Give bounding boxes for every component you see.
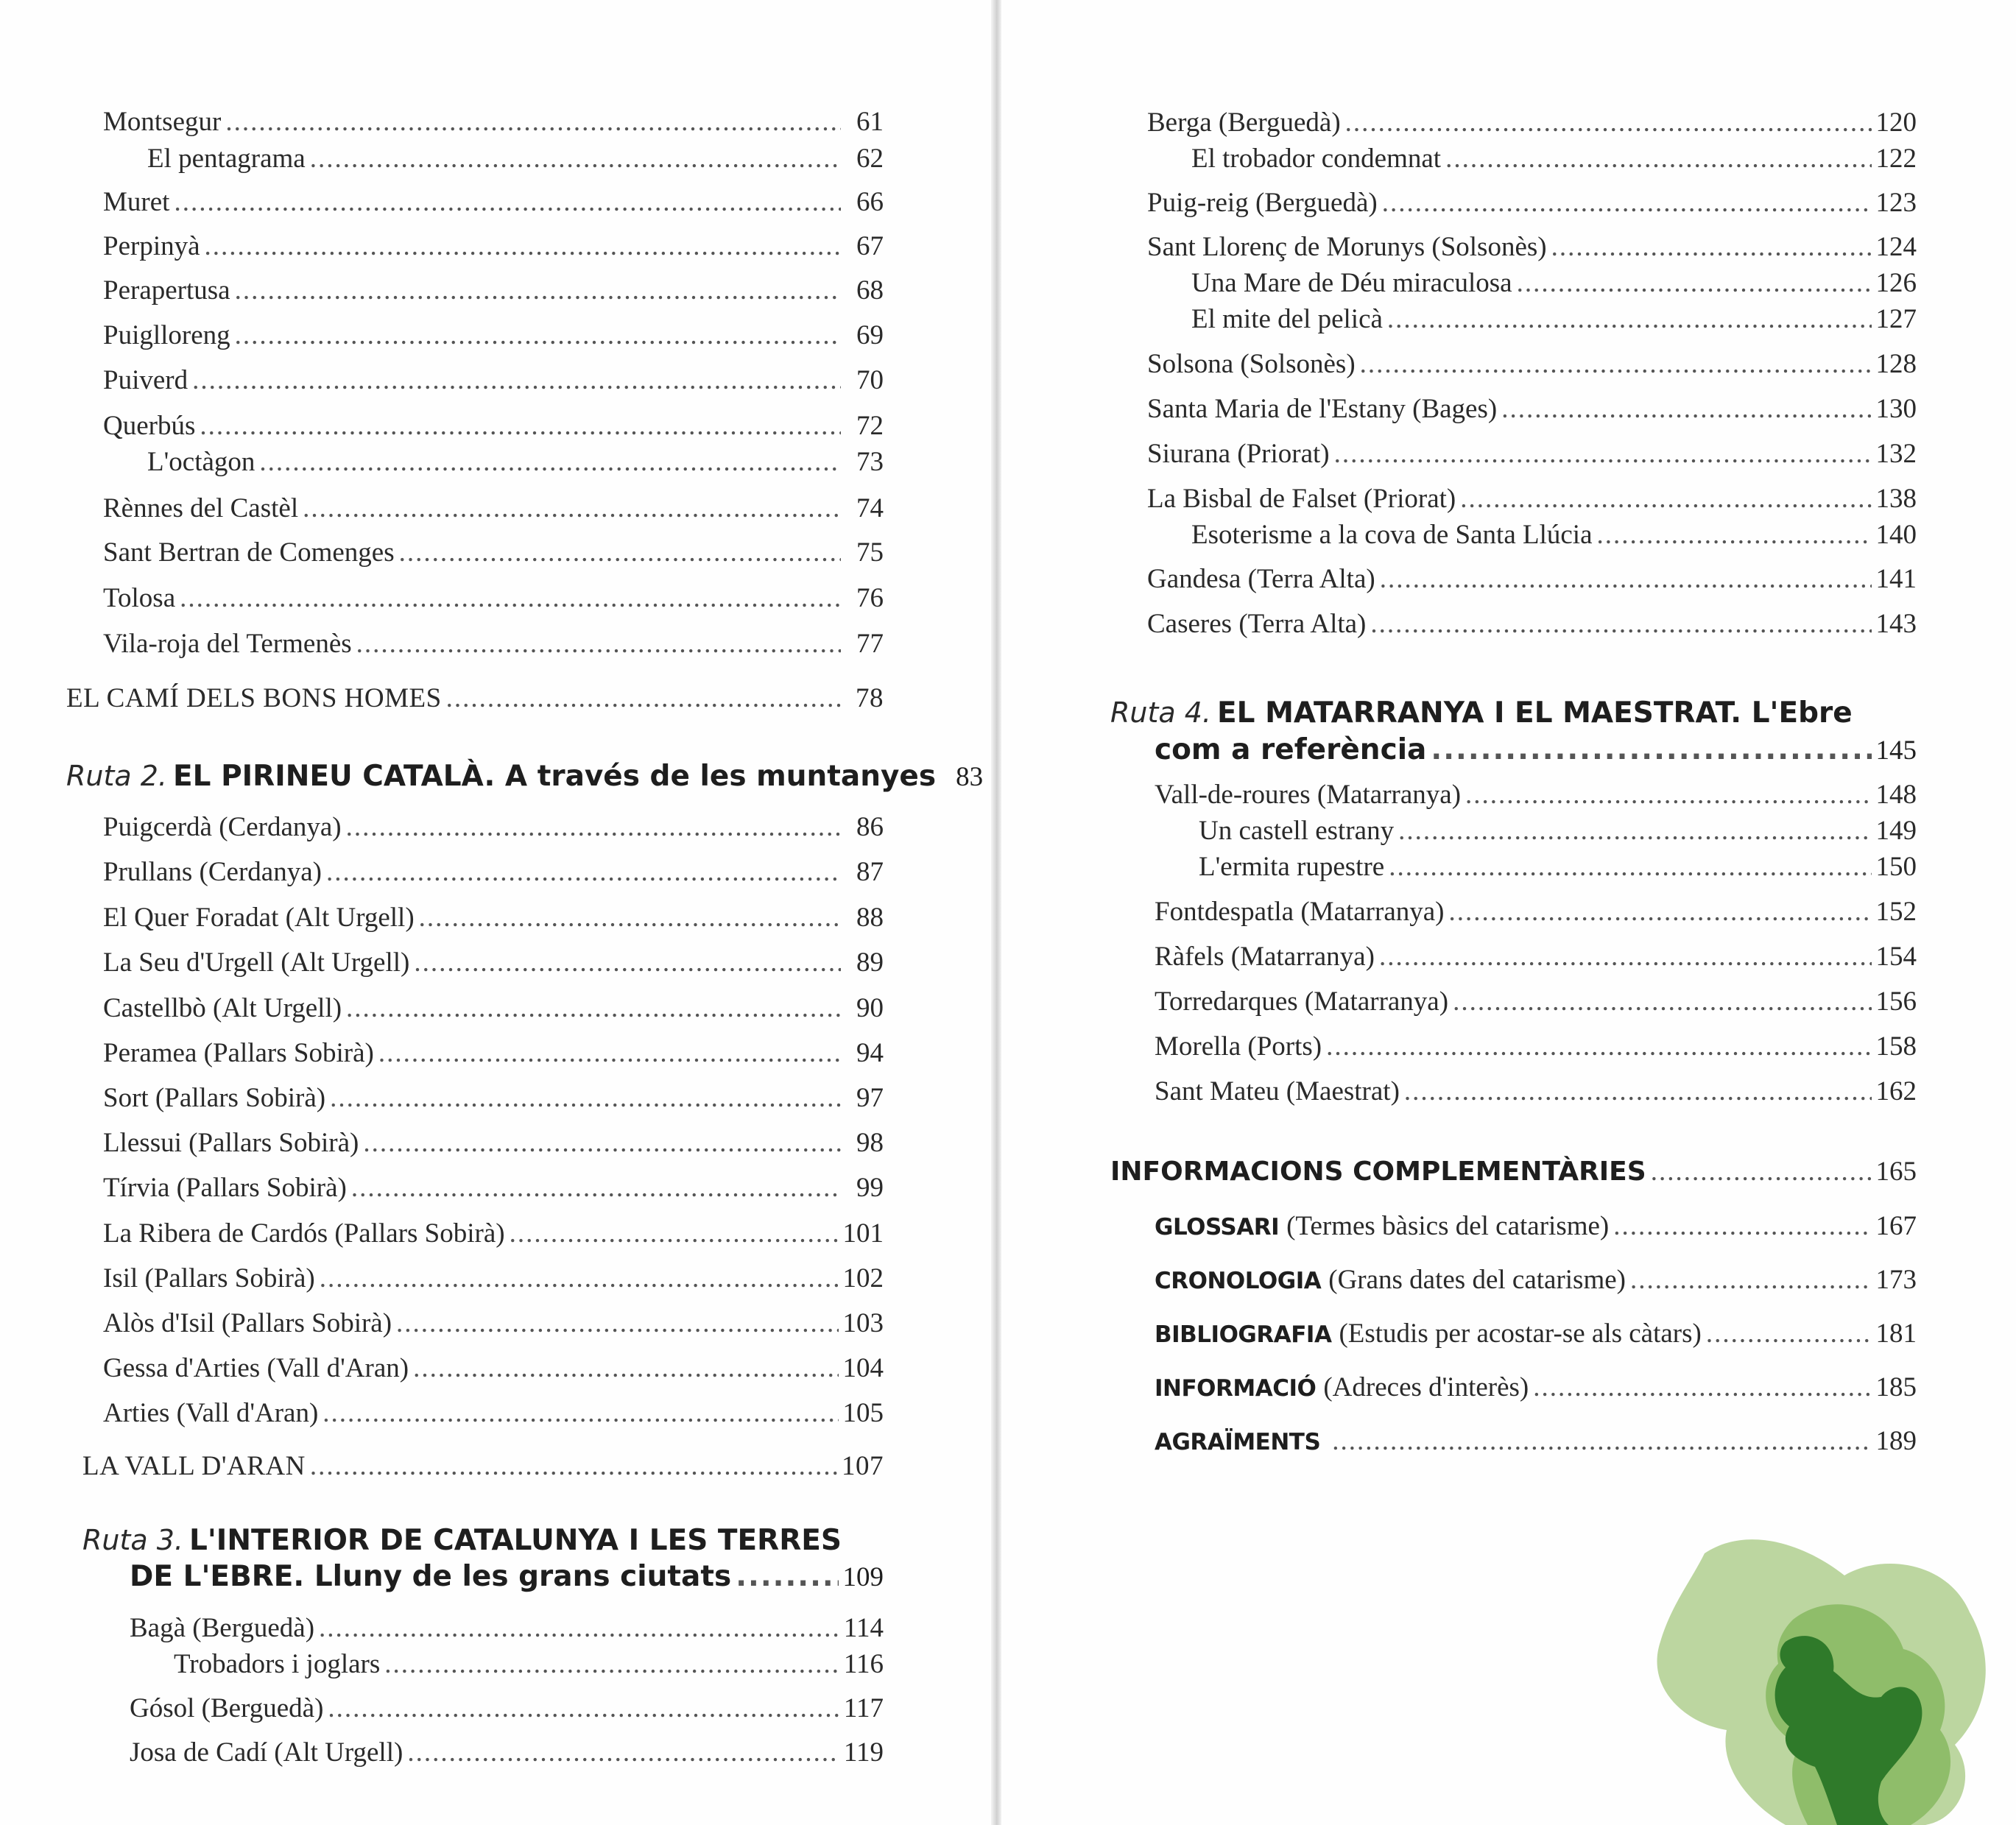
toc-entry[interactable] — [1110, 186, 1917, 221]
dot-leader — [1533, 1370, 1871, 1405]
toc-section-entry[interactable] — [66, 681, 884, 716]
toc-entry-title: Tírvia (Pallars Sobirà) — [103, 1173, 347, 1203]
toc-entry-page: 90 — [856, 993, 884, 1023]
toc-entry-page: 98 — [856, 1128, 884, 1158]
toc-entry-title: Gósol (Berguedà) — [130, 1693, 324, 1723]
dot-leader — [1345, 105, 1872, 141]
toc-entry-page: 126 — [1875, 268, 1917, 298]
info-entry-key: AGRAÏMENTS — [1155, 1429, 1321, 1455]
dot-leader — [1404, 1074, 1872, 1109]
dot-leader — [351, 1171, 841, 1206]
route-heading-cont[interactable] — [66, 1559, 884, 1595]
toc-entry-title: El pentagrama — [147, 144, 306, 174]
route-title-line2: com a referència — [1155, 733, 1427, 766]
toc-entry-page: 68 — [856, 275, 884, 306]
info-entry-page: 189 — [1875, 1426, 1917, 1456]
toc-entry-page: 116 — [843, 1649, 884, 1679]
toc-entry-page: 124 — [1875, 232, 1917, 262]
dot-leader — [736, 1559, 838, 1595]
toc-entry[interactable] — [66, 1261, 884, 1296]
toc-entry-page: 138 — [1875, 484, 1917, 514]
toc-entry[interactable] — [1110, 266, 1917, 301]
toc-entry-title: Siurana (Priorat) — [1147, 439, 1330, 469]
toc-entry[interactable] — [66, 1735, 884, 1771]
route-prefix: Ruta 3. — [82, 1524, 184, 1556]
dot-leader — [192, 363, 841, 398]
toc-entry-page: 70 — [856, 365, 884, 395]
toc-entry-page: 154 — [1875, 942, 1917, 972]
toc-entry-title: L'octàgon — [147, 447, 255, 477]
route-title-line1: L'INTERIOR DE CATALUNYA I LES TERRES — [189, 1524, 842, 1557]
toc-entry-title: Torredarques (Matarranya) — [1155, 986, 1449, 1017]
toc-entry[interactable] — [66, 581, 884, 616]
dot-leader — [1449, 894, 1872, 930]
toc-entry-page: 117 — [843, 1693, 884, 1723]
dot-leader — [1431, 733, 1871, 768]
toc-entry-page: 78 — [856, 683, 884, 713]
dot-leader — [310, 1449, 837, 1484]
toc-entry-page: 62 — [856, 144, 884, 174]
toc-entry[interactable] — [66, 229, 884, 264]
toc-entry[interactable] — [66, 1691, 884, 1726]
route-prefix: Ruta 4. — [1110, 696, 1212, 729]
toc-entry-title: Puig-reig (Berguedà) — [1147, 188, 1378, 218]
toc-entry[interactable] — [1110, 894, 1917, 930]
toc-entry[interactable] — [1110, 607, 1917, 642]
toc-entry[interactable] — [1110, 1029, 1917, 1065]
toc-entry-page: 156 — [1875, 986, 1917, 1017]
dot-leader — [319, 1611, 839, 1646]
dot-leader — [414, 945, 841, 981]
toc-entry-title: Perpinyà — [103, 231, 200, 261]
toc-entry-title: El Quer Foradat (Alt Urgell) — [103, 903, 415, 933]
toc-entry-title: Gandesa (Terra Alta) — [1147, 564, 1375, 594]
toc-entry-page: 76 — [856, 583, 884, 613]
toc-entry[interactable] — [66, 1306, 884, 1341]
dot-leader — [235, 273, 841, 308]
dot-leader — [259, 445, 841, 480]
toc-entry-page: 158 — [1875, 1031, 1917, 1062]
toc-entry[interactable] — [66, 991, 884, 1026]
dot-leader — [1651, 1154, 1872, 1190]
toc-entry[interactable] — [1110, 777, 1917, 813]
info-entry-desc: (Estudis per acostar-se als càtars) — [1339, 1319, 1702, 1349]
toc-entry[interactable] — [1110, 105, 1917, 141]
toc-entry-title: Puigcerdà (Cerdanya) — [103, 812, 342, 842]
dot-leader — [323, 1396, 838, 1431]
toc-entry-page: 88 — [856, 903, 884, 933]
dot-leader — [1465, 777, 1871, 813]
toc-entry-page: 97 — [856, 1083, 884, 1113]
toc-entry[interactable] — [66, 141, 884, 177]
info-entry[interactable] — [1110, 1209, 1917, 1245]
toc-entry-title: Rènnes del Castèl — [103, 493, 299, 523]
toc-entry-title: Vall-de-roures (Matarranya) — [1155, 780, 1462, 810]
toc-entry-page: 101 — [842, 1218, 884, 1249]
info-entry-page: 185 — [1875, 1372, 1917, 1402]
toc-entry-title: Isil (Pallars Sobirà) — [103, 1263, 315, 1293]
dot-leader — [346, 991, 841, 1026]
dot-leader — [510, 1216, 839, 1252]
toc-entry[interactable] — [66, 900, 884, 936]
toc-entry-title: Una Mare de Déu miraculosa — [1191, 268, 1512, 298]
toc-entry-title: Querbús — [103, 411, 196, 441]
toc-entry-title: Trobadors i joglars — [174, 1649, 381, 1679]
toc-entry-title: Santa Maria de l'Estany (Bages) — [1147, 394, 1498, 424]
dot-leader — [1551, 230, 1872, 265]
toc-entry-page: 73 — [856, 447, 884, 477]
toc-entry[interactable] — [66, 445, 884, 480]
route-page: 145 — [1875, 735, 1917, 766]
info-entry[interactable] — [1110, 1370, 1917, 1406]
dot-leader — [1360, 347, 1872, 382]
info-entry-desc: (Adreces d'interès) — [1323, 1372, 1529, 1402]
toc-entry-title: Muret — [103, 187, 170, 217]
toc-entry-title: Perapertusa — [103, 275, 230, 306]
toc-entry[interactable] — [66, 626, 884, 662]
toc-entry-page: 123 — [1875, 188, 1917, 218]
toc-entry-title: Castellbò (Alt Urgell) — [103, 993, 342, 1023]
toc-entry[interactable] — [66, 1611, 884, 1646]
toc-entry-title: EL CAMÍ DELS BONS HOMES — [66, 683, 442, 713]
dot-leader — [1613, 1209, 1871, 1244]
green-leaf-ornament — [1638, 1524, 2016, 1825]
toc-entry-page: 152 — [1875, 897, 1917, 927]
dot-leader — [1382, 186, 1872, 221]
toc-entry-title: Bagà (Berguedà) — [130, 1613, 315, 1643]
info-section-page: 165 — [1875, 1157, 1917, 1187]
toc-entry-page: 69 — [856, 320, 884, 350]
toc-entry-title: Sant Mateu (Maestrat) — [1155, 1076, 1400, 1106]
toc-entry-title: Ràfels (Matarranya) — [1155, 942, 1375, 972]
dot-leader — [1326, 1029, 1871, 1065]
toc-entry-title: Fontdespatla (Matarranya) — [1155, 897, 1445, 927]
toc-entry-page: 75 — [856, 537, 884, 568]
route-heading[interactable] — [1110, 695, 1917, 731]
toc-entry-title: Montsegur — [103, 107, 222, 137]
toc-entry[interactable] — [66, 1081, 884, 1116]
toc-entry-title: Un castell estrany — [1199, 816, 1395, 846]
toc-entry-page: 94 — [856, 1038, 884, 1068]
dot-leader — [1501, 392, 1871, 427]
toc-entry-page: 122 — [1875, 144, 1917, 174]
route-page: 109 — [842, 1562, 884, 1592]
info-section-heading[interactable] — [1110, 1154, 1917, 1190]
dot-leader — [200, 409, 841, 444]
toc-entry[interactable] — [1110, 481, 1917, 517]
toc-entry-page: 148 — [1875, 780, 1917, 810]
toc-entry-page: 127 — [1875, 304, 1917, 334]
route-title-line2: DE L'EBRE. Lluny de les grans ciutats — [130, 1560, 732, 1593]
toc-entry-page: 140 — [1875, 520, 1917, 550]
toc-entry-title: La Seu d'Urgell (Alt Urgell) — [103, 947, 410, 978]
toc-entry-page: 103 — [842, 1308, 884, 1338]
toc-entry[interactable] — [66, 105, 884, 140]
toc-entry-page: 89 — [856, 947, 884, 978]
route-title-line1: EL MATARRANYA I EL MAESTRAT. L'Ebre — [1217, 696, 1853, 730]
toc-entry-page: 87 — [856, 857, 884, 887]
toc-entry-title: El trobador condemnat — [1191, 144, 1442, 174]
toc-entry[interactable] — [1110, 437, 1917, 472]
dot-leader — [346, 810, 841, 845]
toc-entry-title: Solsona (Solsonès) — [1147, 349, 1356, 379]
toc-entry-page: 128 — [1875, 349, 1917, 379]
toc-entry-page: 150 — [1875, 852, 1917, 882]
toc-entry-title: La Ribera de Cardós (Pallars Sobirà) — [103, 1218, 505, 1249]
info-section-title: INFORMACIONS COMPLEMENTÀRIES — [1110, 1157, 1646, 1187]
toc-entry-page: 119 — [843, 1737, 884, 1768]
dot-leader — [1453, 984, 1871, 1020]
dot-leader — [1398, 813, 1871, 849]
toc-entry-page: 104 — [842, 1353, 884, 1383]
toc-entry[interactable] — [66, 1036, 884, 1071]
toc-entry-page: 114 — [843, 1613, 884, 1643]
toc-entry-page: 105 — [842, 1398, 884, 1428]
toc-entry-title: Alòs d'Isil (Pallars Sobirà) — [103, 1308, 392, 1338]
dot-leader — [396, 1306, 838, 1341]
toc-entry-page: 143 — [1875, 609, 1917, 639]
toc-entry[interactable] — [1110, 518, 1917, 553]
dot-leader — [407, 1735, 839, 1771]
toc-entry-title: La Bisbal de Falset (Priorat) — [1147, 484, 1456, 514]
dot-leader — [328, 1691, 839, 1726]
toc-entry-page: 132 — [1875, 439, 1917, 469]
toc-entry[interactable] — [1110, 141, 1917, 177]
toc-entry-title: Josa de Cadí (Alt Urgell) — [130, 1737, 403, 1768]
toc-entry[interactable] — [66, 1351, 884, 1386]
route-heading-cont[interactable] — [1110, 733, 1917, 769]
toc-entry[interactable] — [1110, 984, 1917, 1020]
toc-entry[interactable] — [66, 1216, 884, 1252]
toc-entry-title: Puiglloreng — [103, 320, 230, 350]
info-entry-key: GLOSSARI — [1155, 1214, 1280, 1240]
toc-entry[interactable] — [1110, 562, 1917, 597]
toc-entry-title: Caseres (Terra Alta) — [1147, 609, 1367, 639]
toc-entry[interactable] — [66, 1396, 884, 1431]
dot-leader — [225, 105, 841, 140]
toc-entry-title: Peramea (Pallars Sobirà) — [103, 1038, 374, 1068]
toc-entry[interactable] — [66, 363, 884, 398]
dot-leader — [1706, 1316, 1872, 1352]
toc-entry[interactable] — [1110, 392, 1917, 427]
dot-leader — [1370, 607, 1871, 642]
route-title: EL PIRINEU CATALÀ. A través de les muntanyes — [173, 760, 937, 793]
dot-leader — [180, 581, 841, 616]
toc-entry-page: 74 — [856, 493, 884, 523]
toc-entry[interactable] — [66, 318, 884, 353]
route-heading[interactable] — [82, 1522, 884, 1559]
dot-leader — [330, 1081, 841, 1116]
toc-entry-title: Sort (Pallars Sobirà) — [103, 1083, 326, 1113]
toc-entry-page: 99 — [856, 1173, 884, 1203]
toc-entry[interactable] — [1110, 347, 1917, 382]
toc-entry-title: Llessui (Pallars Sobirà) — [103, 1128, 359, 1158]
toc-entry[interactable] — [66, 855, 884, 890]
dot-leader — [399, 535, 841, 571]
dot-leader — [1445, 141, 1871, 177]
dot-leader — [1389, 850, 1871, 885]
toc-entry-page: 149 — [1875, 816, 1917, 846]
toc-entry-title: Prullans (Cerdanya) — [103, 857, 322, 887]
toc-entry[interactable] — [1110, 230, 1917, 265]
dot-leader — [356, 626, 841, 662]
toc-entry[interactable] — [1110, 939, 1917, 975]
dot-leader — [235, 318, 841, 353]
dot-leader — [446, 681, 841, 716]
dot-leader — [1332, 1424, 1871, 1459]
toc-entry-title: Morella (Ports) — [1155, 1031, 1322, 1062]
toc-section-entry[interactable] — [66, 1449, 884, 1484]
info-entry-page: 173 — [1875, 1265, 1917, 1295]
route-heading[interactable] — [66, 758, 984, 795]
info-entry[interactable] — [1110, 1263, 1917, 1299]
book-gutter — [991, 0, 1001, 1825]
dot-leader — [303, 491, 841, 526]
toc-entry-title: L'ermita rupestre — [1199, 852, 1385, 882]
dot-leader — [205, 229, 841, 264]
toc-entry-page: 61 — [856, 107, 884, 137]
info-entry-key: BIBLIOGRAFIA — [1155, 1321, 1332, 1348]
dot-leader — [320, 1261, 839, 1296]
dot-leader — [413, 1351, 838, 1386]
toc-entry-page: 72 — [856, 411, 884, 441]
toc-entry-title: Gessa d'Arties (Vall d'Aran) — [103, 1353, 409, 1383]
toc-entry-title: Berga (Berguedà) — [1147, 107, 1341, 138]
toc-entry-title: Sant Bertran de Comenges — [103, 537, 395, 568]
dot-leader — [1630, 1263, 1872, 1298]
toc-entry[interactable] — [66, 1171, 884, 1206]
toc-entry[interactable] — [1110, 850, 1917, 885]
toc-entry[interactable] — [66, 491, 884, 526]
toc-entry-page: 77 — [856, 629, 884, 659]
toc-entry[interactable] — [66, 810, 884, 845]
toc-entry[interactable] — [66, 1126, 884, 1161]
toc-entry-title: Esoterisme a la cova de Santa Llúcia — [1191, 520, 1593, 550]
dot-leader — [174, 185, 841, 220]
dot-leader — [310, 141, 841, 177]
toc-entry-title: Puiverd — [103, 365, 188, 395]
route-prefix: Ruta 2. — [66, 760, 168, 792]
toc-entry[interactable] — [66, 1647, 884, 1682]
toc-entry-page: 130 — [1875, 394, 1917, 424]
dot-leader — [1380, 562, 1872, 597]
toc-entry[interactable] — [1110, 813, 1917, 849]
toc-entry-page: 66 — [856, 187, 884, 217]
route-page: 83 — [956, 762, 984, 792]
info-entry[interactable] — [1110, 1316, 1917, 1352]
toc-entry[interactable] — [66, 535, 884, 571]
toc-entry[interactable] — [66, 409, 884, 444]
toc-entry[interactable] — [66, 273, 884, 308]
toc-entry-title: LA VALL D'ARAN — [82, 1451, 306, 1481]
dot-leader — [326, 855, 841, 890]
toc-entry-page: 86 — [856, 812, 884, 842]
dot-leader — [419, 900, 841, 936]
toc-entry-title: El mite del pelicà — [1191, 304, 1383, 334]
info-entry[interactable] — [1110, 1424, 1917, 1460]
toc-entry-page: 107 — [842, 1451, 884, 1481]
dot-leader — [1387, 302, 1872, 337]
toc-entry[interactable] — [66, 945, 884, 981]
toc-entry[interactable] — [1110, 1074, 1917, 1109]
dot-leader — [1517, 266, 1872, 301]
toc-entry[interactable] — [66, 185, 884, 220]
toc-entry-page: 141 — [1875, 564, 1917, 594]
dot-leader — [384, 1647, 839, 1682]
dot-leader — [363, 1126, 841, 1161]
toc-entry-title: Vila-roja del Termenès — [103, 629, 352, 659]
dot-leader — [1460, 481, 1871, 517]
dot-leader — [1597, 518, 1872, 553]
toc-entry-title: Sant Llorenç de Morunys (Solsonès) — [1147, 232, 1547, 262]
info-entry-key: CRONOLOGIA — [1155, 1268, 1322, 1294]
toc-entry-title: Tolosa — [103, 583, 176, 613]
info-entry-desc: (Grans dates del catarisme) — [1328, 1265, 1626, 1295]
info-entry-key: INFORMACIÓ — [1155, 1375, 1317, 1402]
toc-entry-page: 120 — [1875, 107, 1917, 138]
dot-leader — [378, 1036, 841, 1071]
toc-entry-page: 102 — [842, 1263, 884, 1293]
info-entry-page: 167 — [1875, 1211, 1917, 1241]
toc-entry-page: 67 — [856, 231, 884, 261]
toc-entry-page: 162 — [1875, 1076, 1917, 1106]
dot-leader — [1379, 939, 1872, 975]
dot-leader — [1334, 437, 1872, 472]
toc-entry-title: Arties (Vall d'Aran) — [103, 1398, 319, 1428]
toc-entry[interactable] — [1110, 302, 1917, 337]
info-entry-page: 181 — [1875, 1319, 1917, 1349]
info-entry-desc: (Termes bàsics del catarisme) — [1286, 1211, 1610, 1241]
